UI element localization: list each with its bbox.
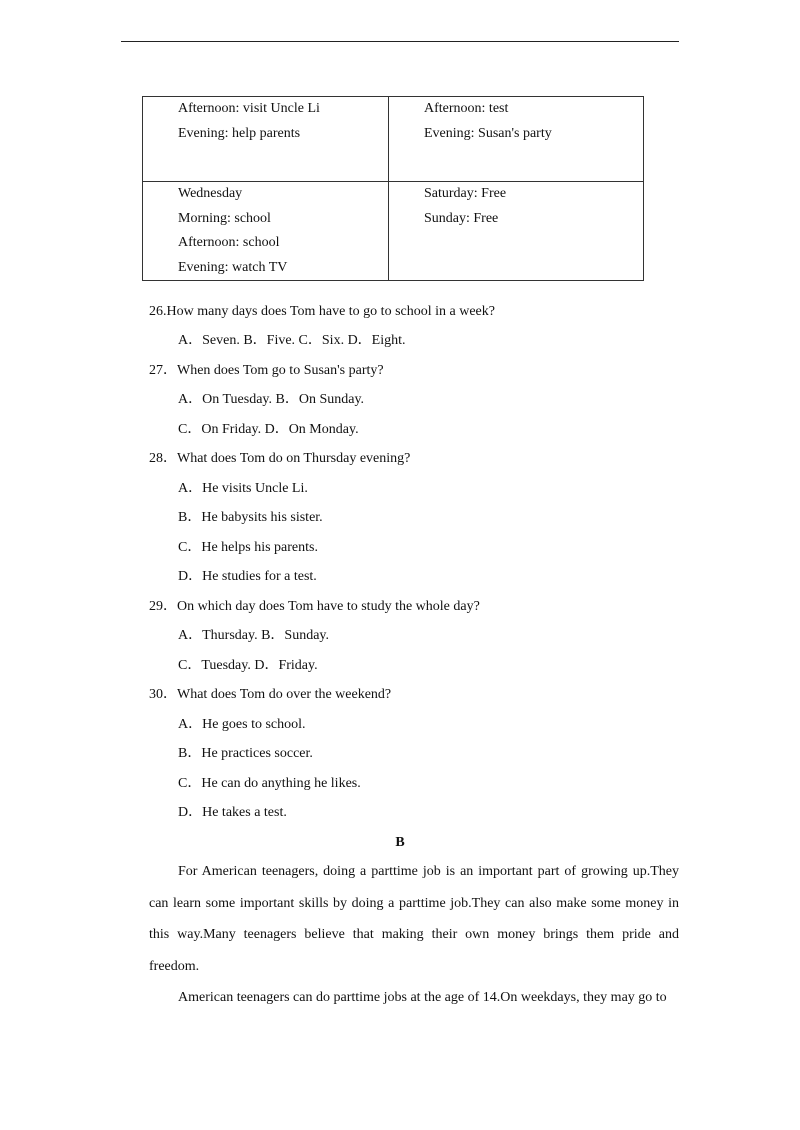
question-stem: 28．What does Tom do on Thursday evening?: [149, 451, 411, 466]
passage-paragraph: For American teenagers, doing a parttime job is an important part of growing up.They can learn some important skills by doing a parttime job.They can also make some money in this way.Many teenagers believe that making their own money brings them pride and freedom.: [149, 864, 679, 974]
answer-option: B．He babysits his sister.: [178, 510, 323, 525]
answer-option: B．He practices soccer.: [178, 746, 313, 761]
answer-options: C．On Friday. D．On Monday.: [178, 422, 359, 437]
reading-passage: [149, 856, 679, 1014]
schedule-cell: [143, 97, 389, 182]
answer-options: C．Tuesday. D．Friday.: [178, 658, 318, 673]
question-stem: 26.How many days does Tom have to go to school in a week?: [149, 304, 495, 319]
schedule-entry: Afternoon: test: [424, 101, 509, 116]
schedule-entry: Afternoon: school: [178, 235, 280, 250]
schedule-row: [143, 97, 644, 182]
schedule-row: [143, 182, 644, 281]
section-heading: B: [395, 835, 405, 850]
schedule-entry: Morning: school: [178, 210, 271, 226]
answer-options: A．Thursday. B．Sunday.: [178, 628, 330, 643]
answer-options: A．Seven. B．Five. C．Six. D．Eight.: [178, 333, 406, 348]
schedule-table: [142, 96, 644, 281]
schedule-cell: [389, 97, 644, 182]
answer-option: D．He studies for a test.: [178, 569, 317, 584]
schedule-entry: Saturday: Free: [424, 186, 507, 201]
schedule-entry: Evening: Susan's party: [424, 125, 552, 141]
schedule-cell: [143, 182, 389, 281]
answer-option: A．He goes to school.: [178, 717, 306, 732]
answer-option: A．He visits Uncle Li.: [178, 481, 308, 496]
answer-options: A．On Tuesday. B．On Sunday.: [178, 392, 365, 407]
schedule-entry: Afternoon: visit Uncle Li: [178, 101, 320, 116]
question-stem: 30．What does Tom do over the weekend?: [149, 687, 392, 702]
answer-option: D．He takes a test.: [178, 805, 287, 820]
answer-option: C．He helps his parents.: [178, 540, 318, 555]
schedule-entry: Wednesday: [178, 186, 243, 201]
answer-option: C．He can do anything he likes.: [178, 776, 361, 791]
schedule-entry: Evening: help parents: [178, 125, 301, 141]
question-stem: 29．On which day does Tom have to study the whole day?: [149, 599, 480, 614]
schedule-cell: [389, 182, 644, 281]
passage-paragraph: American teenagers can do parttime jobs at the age of 14.On weekdays, they may go to: [178, 990, 667, 1005]
header-rule: [121, 41, 679, 42]
schedule-entry: Sunday: Free: [424, 210, 499, 226]
question-stem: 27．When does Tom go to Susan's party?: [149, 363, 384, 378]
schedule-entry: Evening: watch TV: [178, 259, 288, 275]
